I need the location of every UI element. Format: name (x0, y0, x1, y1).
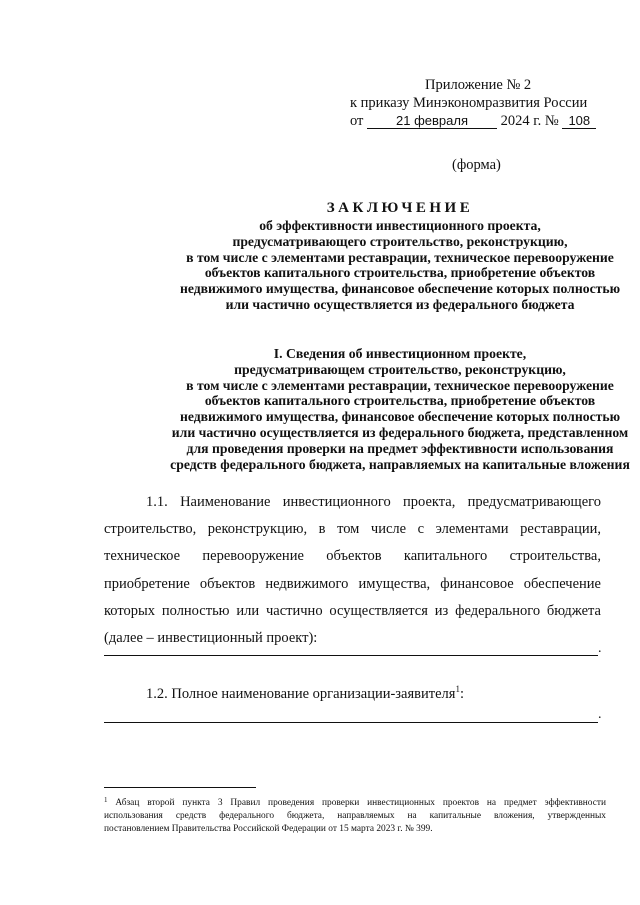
section-heading-line: I. Сведения об инвестиционном проекте, (273, 346, 527, 361)
paragraph-1-2-colon: : (459, 686, 464, 702)
year-and-number-label: 2024 г. № (500, 113, 559, 129)
section-heading-line: средств федерального бюджета, направляемых на капитальные вложения (170, 456, 630, 472)
paragraph-line: строительство, реконструкцию, в том числе с элементами реставрации, (104, 521, 601, 538)
footnote-line (104, 794, 606, 810)
section-heading (100, 346, 640, 472)
order-date-line (350, 112, 596, 130)
section-heading-line: предусматривающем строительство, реконструкцию, (234, 361, 566, 377)
order-date-field: 21 февраля (367, 113, 497, 129)
subtitle-line: предусматривающего строительство, реконструкцию, (232, 233, 568, 249)
subtitle-line: в том числе с элементами реставрации, техническое перевооружение (186, 249, 614, 265)
document-title: ЗАКЛЮЧЕНИЕ (326, 200, 474, 216)
blank-line-period: . (598, 707, 602, 722)
footnote-line: постановлением Правительства Российской Федерации от 15 марта 2023 г. № 399. (104, 824, 433, 834)
order-number-field: 108 (562, 113, 596, 129)
paragraph-line: техническое перевооружение объектов капитального строительства, (104, 548, 601, 565)
section-heading-line: или частично осуществляется из федерального бюджета, представленном (171, 424, 629, 440)
section-heading-line: в том числе с элементами реставрации, техническое перевооружение (186, 377, 614, 393)
blank-line-period: . (598, 641, 602, 656)
section-heading-line: недвижимого имущества, финансовое обеспечение которых полностью (179, 409, 621, 425)
section-heading-line: для проведения проверки на предмет эффективности использования (186, 440, 614, 456)
subtitle-line: или частично осуществляется из федерального бюджета (225, 296, 575, 312)
footnote-marker: 1 (104, 796, 108, 804)
footnote (104, 794, 606, 836)
paragraph-line: (далее – инвестиционный проект): (104, 629, 318, 646)
footnote-line: использования средств федерального бюджета, направляемых на капитальные вложения, утвержденных (104, 811, 606, 821)
order-reference: к приказу Минэкономразвития России (350, 95, 588, 111)
date-prefix: от (350, 113, 364, 129)
paragraph-line: приобретение объектов недвижимого имущества, финансовое обеспечение (104, 575, 601, 592)
paragraph-1-2 (146, 684, 464, 703)
appendix-label: Приложение № 2 (425, 77, 532, 93)
subtitle-line: недвижимого имущества, финансовое обеспечение которых полностью (179, 281, 621, 297)
form-label: (форма) (452, 157, 501, 173)
subtitle-line: об эффективности инвестиционного проекта, (259, 218, 541, 233)
footnote-separator (104, 787, 256, 788)
footnote-line-text: Абзац второй пункта 3 Правил проведения проверки инвестиционных проектов на предмет эффективности (115, 798, 607, 808)
footnote-reference: 1 (455, 684, 460, 694)
project-name-blank-line (104, 655, 598, 656)
section-heading-line: объектов капитального строительства, приобретение объектов (204, 393, 596, 409)
paragraph-line: которых полностью или частично осуществляется из федерального бюджета (104, 602, 601, 619)
document-subtitle (100, 218, 640, 313)
applicant-name-blank-line (104, 722, 598, 723)
paragraph-line: 1.1. Наименование инвестиционного проекта, предусматривающего (146, 494, 601, 510)
subtitle-line: объектов капитального строительства, приобретение объектов (204, 265, 596, 281)
paragraph-1-2-text: 1.2. Полное наименование организации-заявителя (146, 686, 456, 702)
paragraph-1-1 (104, 490, 601, 653)
